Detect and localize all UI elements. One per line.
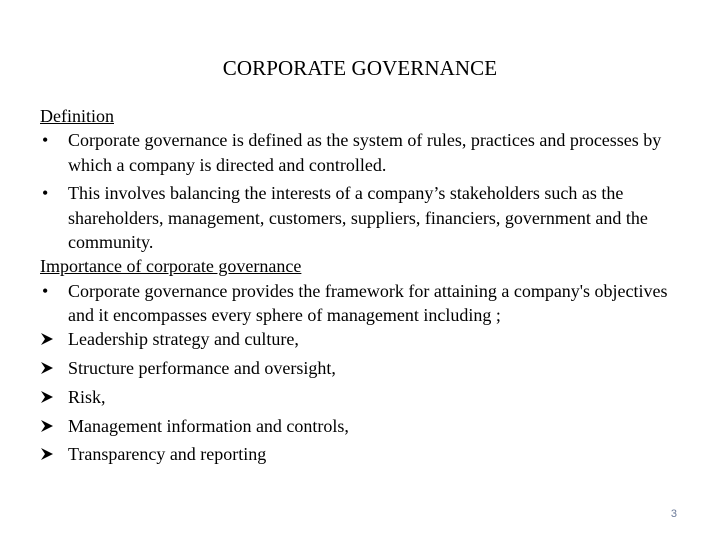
management-sphere-item — [40, 327, 690, 351]
management-sphere-item — [40, 442, 690, 466]
arrow-bullet-icon — [40, 332, 54, 346]
definition-bullet-text: This involves balancing the interests of a company’s stakeholders such as the shareholders, management, customers, suppliers, financiers, government and the community. — [68, 183, 648, 252]
management-sphere-item — [40, 356, 690, 380]
management-sphere-text: Leadership strategy and culture, — [68, 329, 299, 350]
slide-content — [40, 104, 690, 471]
slide-title: CORPORATE GOVERNANCE — [222, 56, 498, 80]
management-sphere-text: Transparency and reporting — [68, 444, 267, 465]
management-spheres-list — [40, 327, 690, 466]
bullet-dot-icon: • — [42, 183, 49, 204]
definition-heading: Definition — [40, 106, 114, 126]
management-sphere-text: Structure performance and oversight, — [68, 357, 336, 378]
importance-bullet-text: Corporate governance provides the framework for attaining a company's objectives and it encompasses every sphere of management including ; — [68, 280, 668, 325]
management-sphere-item — [40, 414, 690, 438]
importance-heading: Importance of corporate governance — [40, 256, 302, 277]
arrow-bullet-icon — [40, 390, 54, 404]
arrow-bullet-icon — [40, 419, 54, 433]
management-sphere-text: Management information and controls, — [68, 415, 349, 436]
definition-bullet-list — [40, 128, 690, 254]
importance-bullet-list — [40, 279, 690, 328]
arrow-bullet-icon — [40, 361, 54, 375]
definition-bullet-item — [40, 128, 690, 177]
arrow-bullet-icon — [40, 447, 54, 461]
bullet-dot-icon: • — [42, 280, 49, 301]
management-sphere-text: Risk, — [68, 386, 106, 407]
bullet-dot-icon: • — [42, 130, 49, 151]
page-number: 3 — [670, 508, 677, 520]
importance-bullet-item — [40, 279, 690, 328]
management-sphere-item — [40, 385, 690, 409]
definition-bullet-item — [40, 181, 690, 254]
definition-bullet-text: Corporate governance is defined as the system of rules, practices and processes by which a company is directed and controlled. — [68, 130, 662, 175]
